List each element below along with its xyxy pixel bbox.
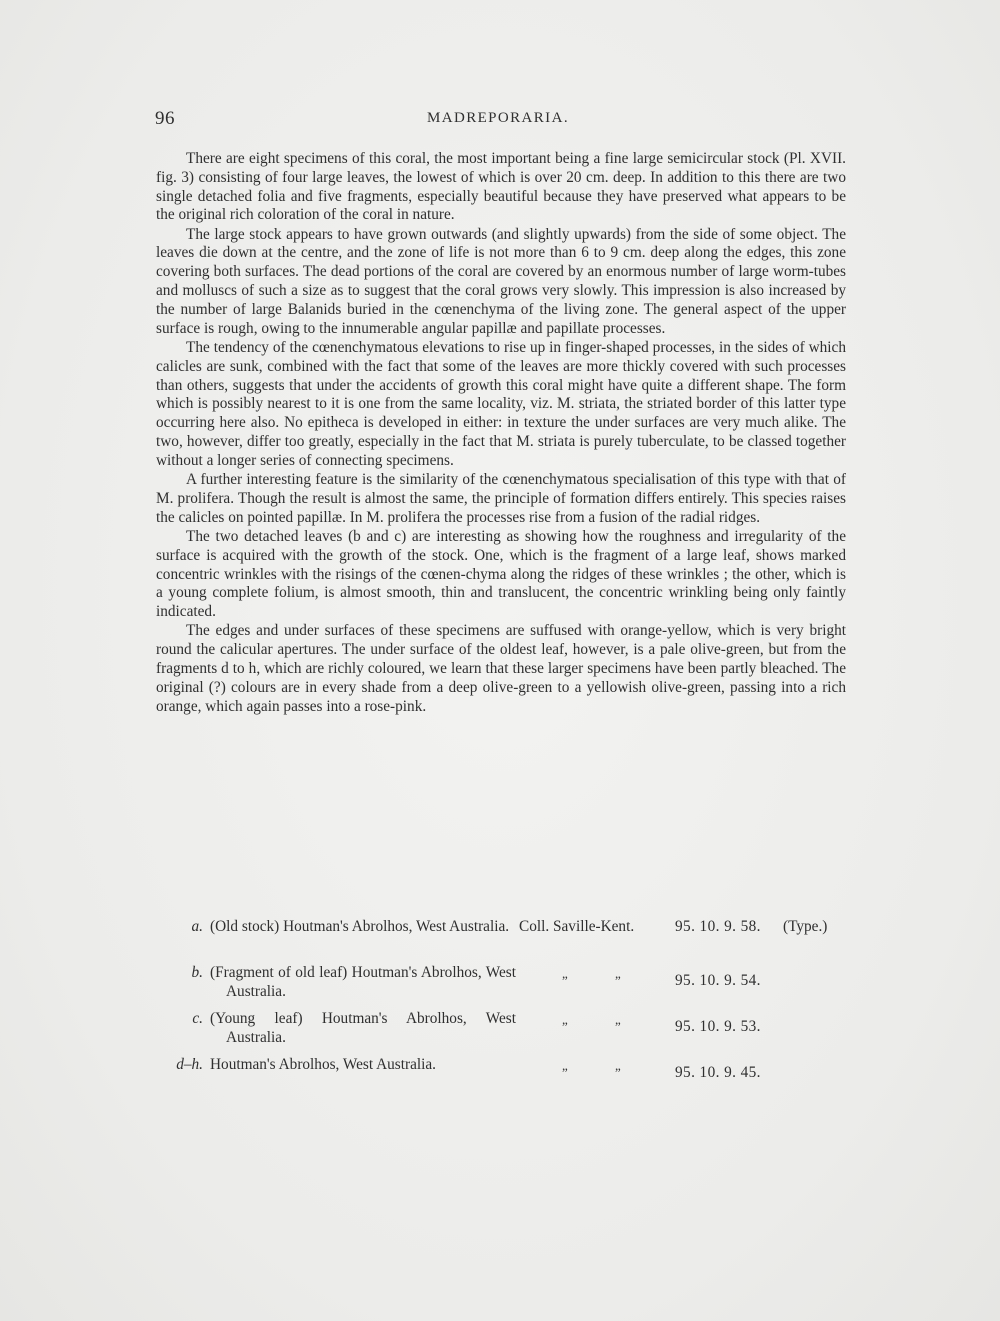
body-text — [156, 150, 846, 716]
specimen-register-number: 95. 10. 9. 54. — [675, 972, 761, 989]
ditto-mark: ” — [615, 973, 621, 988]
ditto-mark: ” — [615, 1065, 621, 1080]
ditto-mark: ” — [615, 1019, 621, 1034]
page-number: 96 — [155, 108, 175, 129]
specimen-collection: Coll. Saville-Kent. — [519, 918, 635, 935]
specimen-row — [155, 1056, 855, 1086]
specimen-description: (Fragment of old leaf) Houtman's Abrolhos, West Australia. — [210, 964, 516, 1000]
specimen-description: (Old stock) Houtman's Abrolhos, West Australia. — [210, 918, 510, 935]
specimen-register-number: 95. 10. 9. 45. — [675, 1064, 761, 1081]
paragraph: The tendency of the cœnenchymatous elevations to rise up in finger-shaped processes, in the sides of which calicles are sunk, combined with the fact that some of the leaves are more thickly covered with such processes than others, suggests that under the accidents of growth this coral might have quite a different shape. The form which is possibly nearest to it is one from the same locality, viz. M. striata, the striated border of this latter type occurring here also. No epitheca is developed in either: in texture the under surfaces are very much alike. The two, however, differ too greatly, especially in the fact that M. striata is purely tuberculate, to be classed together without a longer series of connecting specimens. — [156, 338, 846, 469]
specimen-row — [155, 1010, 855, 1056]
paragraph: The two detached leaves (b and c) are interesting as showing how the roughness and irregularity of the surface is acquired with the growth of the stock. One, which is the fragment of a large leaf, shows marked concentric wrinkles with the risings of the cœnen-chyma along the ridges of these wrinkles ; the other, which is a young complete folium, is almost smooth, thin and translucent, the concentric wrinkling being only faintly indicated. — [156, 527, 846, 621]
paragraph: The edges and under surfaces of these specimens are suffused with orange-yellow, which is very bright round the calicular apertures. The under surface of the oldest leaf, however, is a pale olive-green, but from the fragments d to h, which are richly coloured, we learn that these larger specimens have been partly bleached. The original (?) colours are in every shade from a deep olive-green to a yellowish olive-green, passing into a rich orange, which again passes into a rose-pink. — [156, 622, 846, 715]
specimen-description: Houtman's Abrolhos, West Australia. — [210, 1056, 437, 1073]
running-header — [155, 108, 845, 132]
specimen-list — [155, 918, 855, 1086]
paragraph: There are eight specimens of this coral, the most important being a fine large semicircular stock (Pl. XVII. fig. 3) consisting of four large leaves, the lowest of which is over 20 cm. deep. In addition to this there are two single detached folia and five fragments, especially beautiful because they have preserved what appears to be the original rich coloration of the coral in nature. — [156, 150, 846, 224]
ditto-mark: ” — [562, 973, 568, 988]
specimen-key: b. — [191, 964, 203, 981]
paragraph: A further interesting feature is the similarity of the cœnenchymatous specialisation of this type with that of M. prolifera. Though the result is almost the same, the principle of formation differs entirely. This species raises the calicles on pointed papillæ. In M. prolifera the processes rise from a fusion of the radial ridges. — [156, 471, 846, 526]
specimen-key: d–h. — [176, 1056, 203, 1073]
running-title: MADREPORARIA. — [427, 110, 569, 126]
specimen-row — [155, 964, 855, 1010]
specimen-register-number: 95. 10. 9. 58. — [675, 918, 761, 935]
specimen-register-number: 95. 10. 9. 53. — [675, 1018, 761, 1035]
specimen-row — [155, 918, 855, 964]
specimen-key: c. — [192, 1010, 203, 1027]
ditto-mark: ” — [562, 1065, 568, 1080]
specimen-note: (Type.) — [783, 918, 828, 935]
paragraph: The large stock appears to have grown outwards (and slightly upwards) from the side of some object. The leaves die down at the centre, and the zone of life is not more than 6 to 9 cm. deep along the edges, this zone covering both surfaces. The dead portions of the coral are covered by an enormous number of large worm-tubes and molluscs of such a size as to suggest that the coral grows very slowly. This impression is also increased by the number of large Balanids buried in the cœnenchyma of the living zone. The general aspect of the upper surface is rough, owing to the innumerable angular papillæ and papillate processes. — [156, 225, 846, 337]
specimen-description: (Young leaf) Houtman's Abrolhos, West Australia. — [210, 1010, 516, 1046]
specimen-key: a. — [191, 918, 203, 935]
ditto-mark: ” — [562, 1019, 568, 1034]
